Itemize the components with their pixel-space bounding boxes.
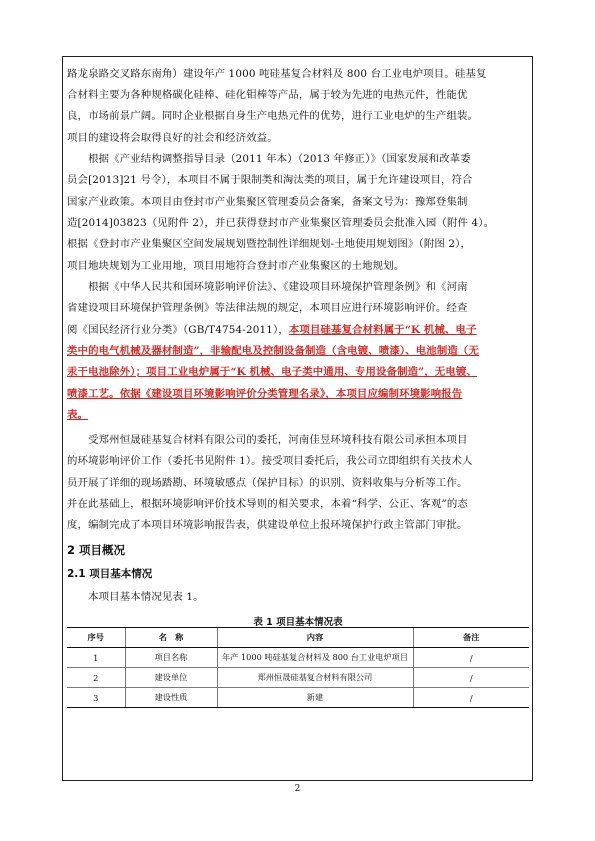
text-line: 受郑州恒晟硅基复合材料有限公司的委托，河南佳昱环境科技有限公司承担本项目 [67,434,468,446]
text-line: 并在此基础上，根据环境影响评价技术导则的相关要求，本着“科学、公正、客观”的态 [67,498,468,510]
header-cell: 序号 [67,628,125,648]
text-line: 员开展了详细的现场踏勘、环境敏感点（保护目标）的识别、资料收集与分析等工作。 [67,477,468,489]
header-cell: 名 称 [125,628,217,648]
table-cell: 建设性质 [125,688,217,708]
text-line: 路龙泉路交叉路东南角）建设年产 1000 吨硅基复合材料及 800 台工业电炉项目。硅基复 [67,68,487,80]
text-line: 的环境影响评价工作（委托书见附件 1）。接受项目委托后，我公司立即组织有关技术人 [67,455,473,467]
text-line: 合材料主要为各种规格碳化硅棒、硅化钼棒等产品，属于较为先进的电热元件，性能优 [67,89,468,101]
text-highlight-red: 表。 [67,409,89,421]
text-line: 根据《登封市产业集聚区空间发展规划暨控制性详细规划-土地使用规划图》（附图 2）， [67,238,472,250]
text-line: 造[2014]03823（见附件 2），并已获得登封市产业集聚区管理委员会批准入园（附件 4）。 [67,217,495,229]
project-info-table [67,627,529,708]
table-cell: 郑州恒晟硅基复合材料有限公司 [217,668,413,688]
text-line: 本项目基本情况见表 1。 [67,591,204,603]
table-cell: 建设单位 [125,668,217,688]
page-number: 2 [294,784,301,794]
subsection-heading: 2.1 项目基本情况 [67,568,153,580]
table-row [67,648,529,668]
table-caption: 表 1 项目基本情况表 [253,617,343,628]
table-cell: 年产 1000 吨硅基复合材料及 800 台工业电炉项目 [217,648,413,668]
table-row [67,668,529,688]
text-highlight-red: 汞干电池除外）；项目工业电炉属于“K 机械、电子类中通用、专用设备制造”，无电镀、 [67,366,478,378]
text-line [67,323,529,337]
table-cell: / [413,648,529,668]
text-plain: 阅《国民经济行业分类》（GB/T4754-2011）， [67,324,289,336]
table-cell: 3 [67,688,125,708]
text-line: 良，市场前景广阔。同时企业根据自身生产电热元件的优势，进行工业电炉的生产组装。 [67,110,479,122]
text-highlight-red: 本项目硅基复合材料属于“K 机械、电子 [288,324,477,336]
text-line: 项目地块规划为工业用地，项目用地符合登封市产业集聚区的土地规划。 [67,260,405,272]
text-line: 根据《中华人民共和国环境影响评价法》、《建设项目环境保护管理条例》和《河南 [67,281,468,293]
section-heading: 2 项目概况 [67,543,126,557]
header-cell: 内容 [217,628,413,648]
table-cell: 新建 [217,688,413,708]
text-line: 省建设项目环境保护管理条例》等法律法规的规定，本项目应进行环境影响评价。经查 [67,302,468,314]
text-highlight-red: 喷漆工艺。依据《建设项目环境影响评价分类管理名录》，本项目应编制环境影响报告 [67,388,463,400]
table-cell: 1 [67,648,125,668]
text-line: 根据《产业结构调整指导目录（2011 年本）（2013 年修正）》（国家发展和改革委 [67,153,471,165]
text-line: 项目的建设将会取得良好的社会和经济效益。 [67,132,278,144]
text-line: 国家产业政策。本项目由登封市产业集聚区管理委员会备案，备案文号为：豫郑登集制 [67,196,468,208]
table-cell: 项目名称 [125,648,217,668]
table-cell: 2 [67,668,125,688]
table-cell: / [413,688,529,708]
header-cell: 备注 [413,628,529,648]
text-highlight-red: 类中的电气机械及器材制造”，非输配电及控制设备制造（含电镀、喷漆）、电池制造（无 [67,345,480,357]
table-row [67,688,529,708]
text-line: 员会[2013]21 号令），本项目不属于限制类和淘汰类的项目，属于允许建设项目，符合 [67,174,473,186]
table-cell: / [413,668,529,688]
text-line: 度，编制完成了本项目环境影响报告表，供建设单位上报环境保护行政主管部门审批。 [67,519,468,531]
table-header-row [67,628,529,648]
